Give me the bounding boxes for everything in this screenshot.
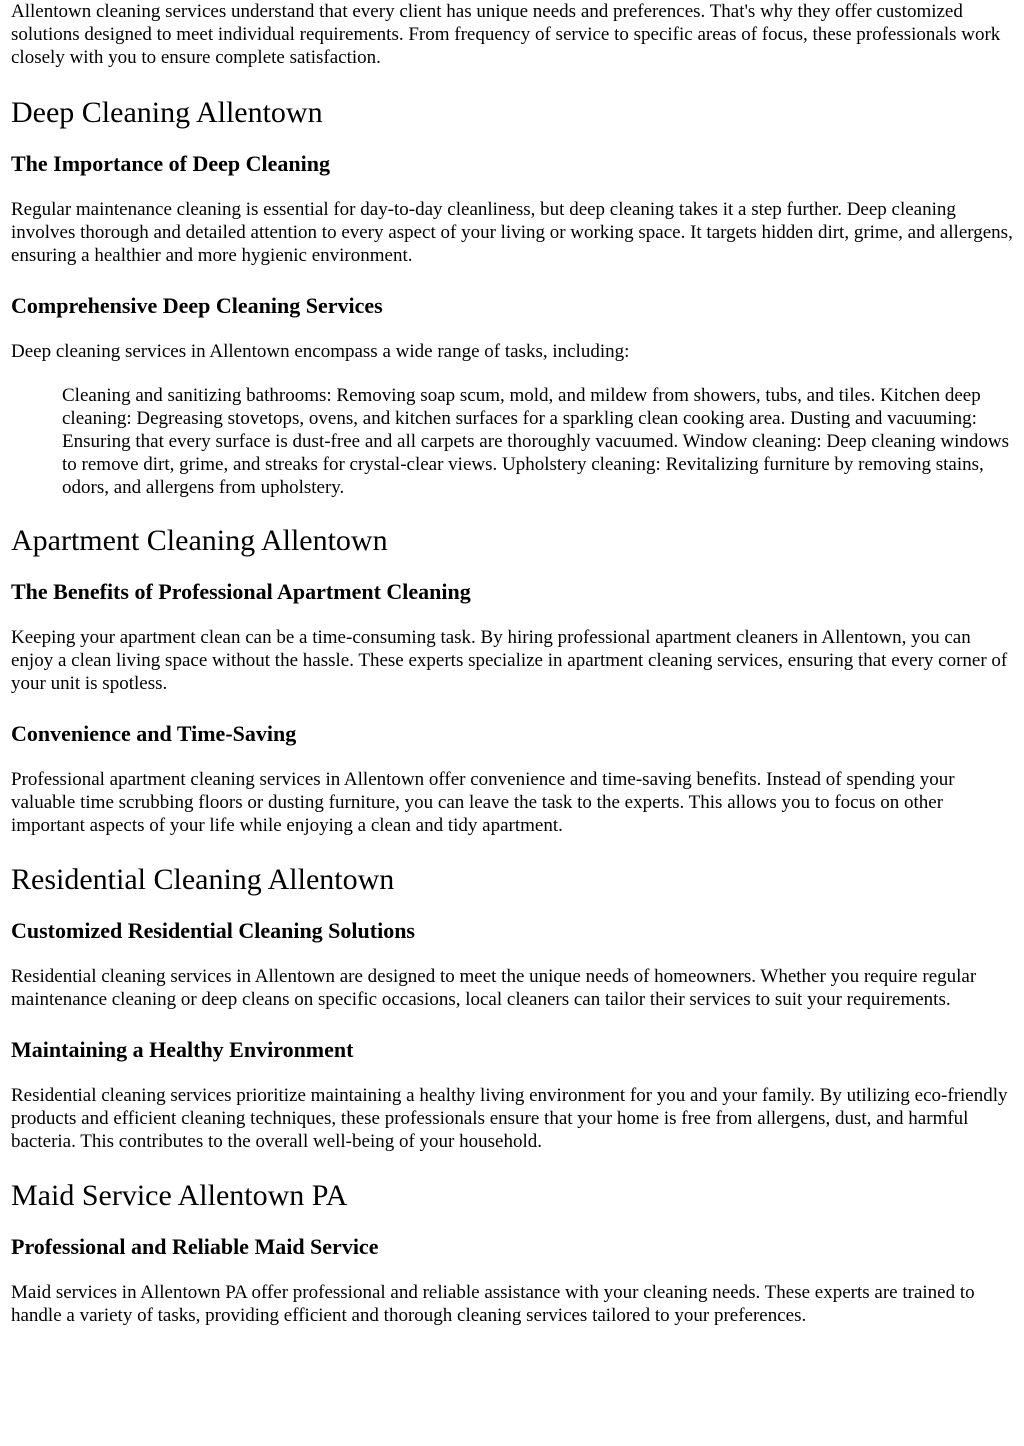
apartment-benefits-heading: The Benefits of Professional Apartment Cleaning <box>11 579 471 604</box>
list-item: Kitchen deep cleaning: Degreasing stovetops, ovens, and kitchen surfaces for a sparkling clean cooking area. <box>62 385 981 429</box>
list-item: Upholstery cleaning: Revitalizing furniture by removing stains, odors, and allergens from upholstery. <box>62 454 984 498</box>
deep-services-list <box>11 384 1013 499</box>
residential-healthy-heading: Maintaining a Healthy Environment <box>11 1037 354 1062</box>
list-item: Cleaning and sanitizing bathrooms: Removing soap scum, mold, and mildew from showers, tubs, and tiles. <box>62 385 880 406</box>
deep-importance-paragraph: Regular maintenance cleaning is essential for day-to-day cleanliness, but deep cleaning takes it a step further. Deep cleaning involves thorough and detailed attention to every aspect of your living or working space. It targets hidden dirt, grime, and allergens, ensuring a healthier and more hygienic environment. <box>11 199 1013 266</box>
apartment-convenience-heading: Convenience and Time-Saving <box>11 721 297 746</box>
deep-cleaning-title: Deep Cleaning Allentown <box>11 96 323 129</box>
residential-custom-paragraph: Residential cleaning services in Allentown are designed to meet the unique needs of homeowners. Whether you require regular maintenance cleaning or deep cleans on specific occasions, local cleaners can tailor their services to suit your requirements. <box>11 966 977 1010</box>
intro-paragraph: Allentown cleaning services understand that every client has unique needs and preferences. That's why they offer customized solutions designed to meet individual requirements. From frequency of service to specific areas of focus, these professionals work closely with you to ensure complete satisfaction. <box>11 1 1001 68</box>
maid-reliable-paragraph: Maid services in Allentown PA offer professional and reliable assistance with your cleaning needs. These experts are trained to handle a variety of tasks, providing efficient and thorough cleaning services tailored to your preferences. <box>11 1282 975 1326</box>
deep-services-intro: Deep cleaning services in Allentown encompass a wide range of tasks, including: <box>11 341 630 362</box>
deep-services-heading: Comprehensive Deep Cleaning Services <box>11 293 383 318</box>
residential-healthy-paragraph: Residential cleaning services prioritize maintaining a healthy living environment for you and your family. By utilizing eco-friendly products and efficient cleaning techniques, these professionals ensure that your home is free from allergens, dust, and harmful bacteria. This contributes to the overall well-being of your household. <box>11 1085 1008 1152</box>
maid-reliable-heading: Professional and Reliable Maid Service <box>11 1234 379 1259</box>
maid-service-title: Maid Service Allentown PA <box>11 1179 348 1212</box>
list-item: Window cleaning: Deep cleaning windows to remove dirt, grime, and streaks for crystal-clear views. <box>62 431 1009 475</box>
apartment-convenience-paragraph: Professional apartment cleaning services in Allentown offer convenience and time-saving benefits. Instead of spending your valuable time scrubbing floors or dusting furniture, you can leave the task to the experts. This allows you to focus on other important aspects of your life while enjoying a clean and tidy apartment. <box>11 769 955 836</box>
residential-custom-heading: Customized Residential Cleaning Solutions <box>11 918 415 943</box>
list-item: Dusting and vacuuming: Ensuring that every surface is dust-free and all carpets are thoroughly vacuumed. <box>62 408 977 452</box>
residential-cleaning-title: Residential Cleaning Allentown <box>11 863 395 896</box>
apartment-benefits-paragraph: Keeping your apartment clean can be a time-consuming task. By hiring professional apartment cleaners in Allentown, you can enjoy a clean living space without the hassle. These experts specialize in apartment cleaning services, ensuring that every corner of your unit is spotless. <box>11 627 1008 694</box>
deep-importance-heading: The Importance of Deep Cleaning <box>11 151 330 176</box>
apartment-cleaning-title: Apartment Cleaning Allentown <box>11 524 388 557</box>
